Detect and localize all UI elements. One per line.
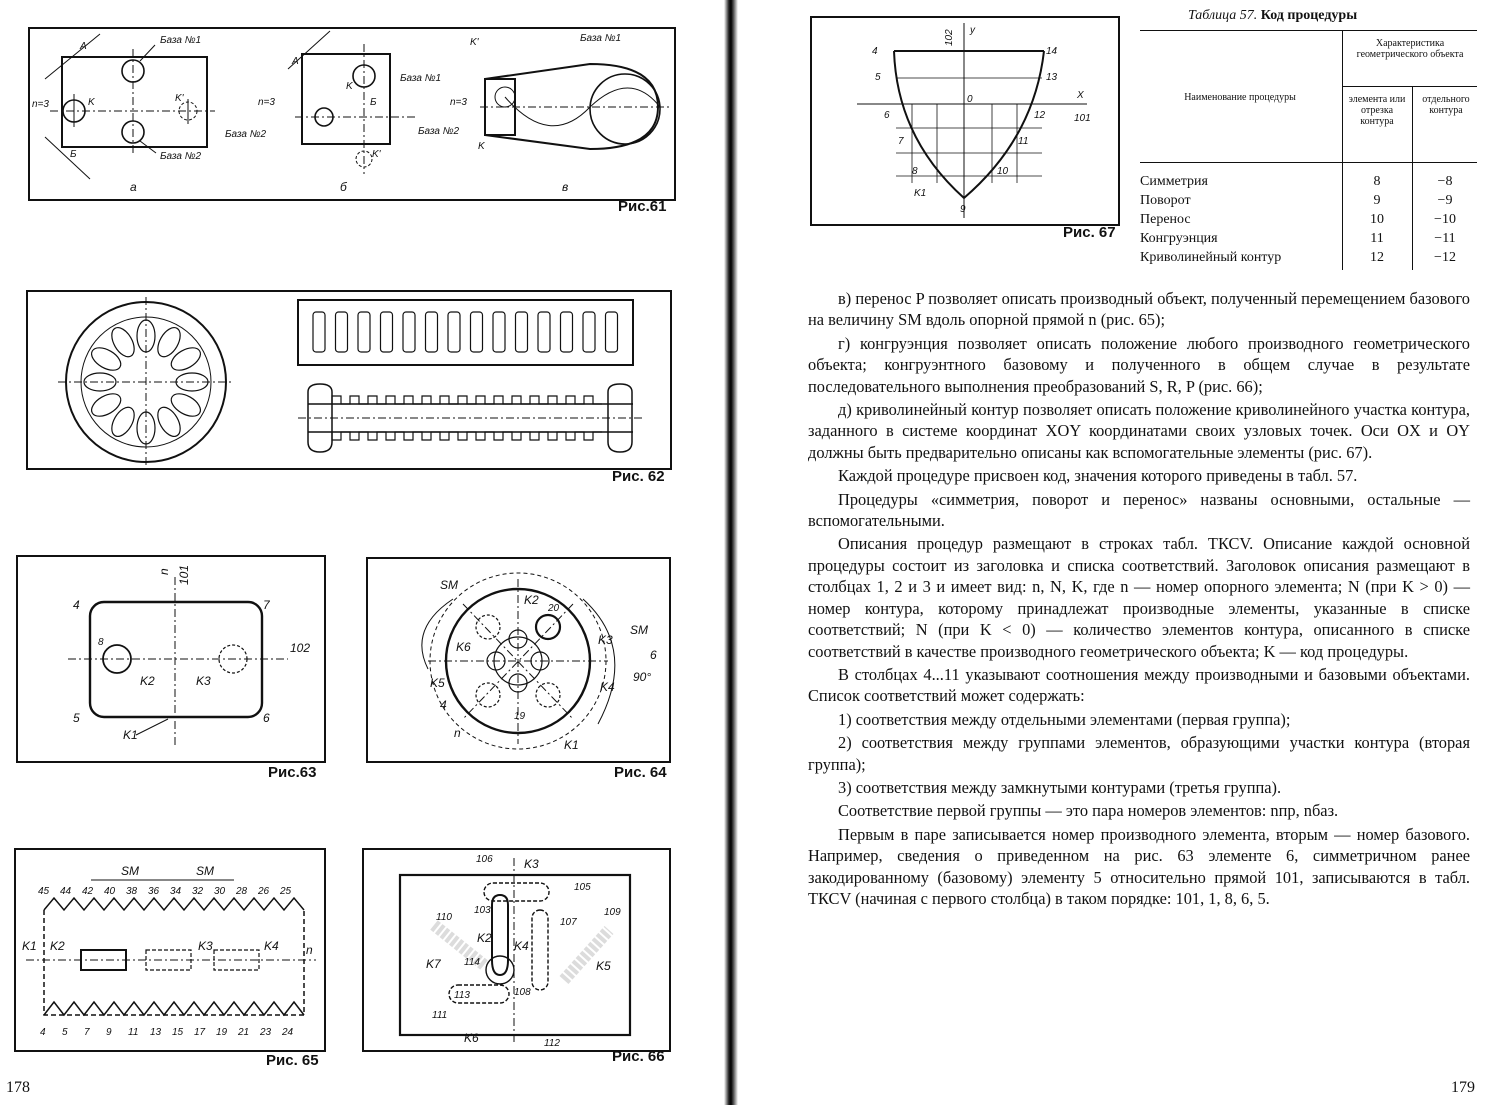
fig64-label: K6 xyxy=(456,640,471,654)
table-title-text: Код процедуры xyxy=(1260,8,1358,23)
figure-66-caption: Рис. 66 xyxy=(612,1048,665,1065)
table-cell-element-code: 11 xyxy=(1370,231,1384,246)
fig61-label: База №2 xyxy=(418,126,460,137)
fig66-label: 108 xyxy=(514,987,531,998)
table-header-col1: элемента или отрезка контура xyxy=(1348,94,1406,127)
figure-63 xyxy=(16,555,326,763)
paragraph: Процедуры «симметрия, поворот и перенос» названы основными, остальные — вспомогательными. xyxy=(808,489,1470,531)
fig63-label: 102 xyxy=(290,641,311,655)
table-row-name: Симметрия xyxy=(1140,174,1208,189)
fig61-label: K xyxy=(346,81,353,92)
fig66-label: 113 xyxy=(454,990,470,1001)
table-row-name: Перенос xyxy=(1140,212,1191,227)
fig63-label: 6 xyxy=(263,711,270,725)
fig66-label: 112 xyxy=(544,1038,560,1049)
fig63-label: 4 xyxy=(73,598,80,612)
paragraph: 2) соответствия между группами элементов, образующими участки контура (вторая группа); xyxy=(808,733,1470,774)
book-gutter xyxy=(724,0,738,1105)
figure-66-drawing xyxy=(364,850,669,1050)
figure-61-drawing xyxy=(30,29,674,199)
fig61-sub-v: в xyxy=(562,180,569,194)
figure-64-drawing xyxy=(368,559,669,761)
fig66-label: 110 xyxy=(436,912,452,923)
right-page xyxy=(738,0,1487,1105)
figure-61 xyxy=(28,27,676,201)
fig64-label: 20 xyxy=(548,603,560,614)
fig67-label: 9 xyxy=(960,204,966,215)
page-number-left: 178 xyxy=(6,1079,30,1096)
fig65-label: K2 xyxy=(50,939,65,953)
left-page xyxy=(0,0,724,1105)
fig66-label: 114 xyxy=(464,957,480,968)
fig66-label: 103 xyxy=(474,905,491,916)
fig67-label: K1 xyxy=(914,188,927,199)
fig65-label: 38 xyxy=(126,886,138,897)
fig67-label: 12 xyxy=(1034,110,1046,121)
fig63-label: 5 xyxy=(73,711,80,725)
fig67-label: 0 xyxy=(967,94,973,105)
paragraph: Первым в паре записывается номер производного элемента, вторым — номер базового. Например, сведения о приведенном на рис. 63 элементе 6, симметричном ранее закодированному (базовому) элементу 5 относительно прямой 101, записываются в табл. ТКСV (начиная с первого столбца) в таком порядке: 101, 1, 8, 6, 5. xyxy=(808,824,1470,908)
figure-64 xyxy=(366,557,671,763)
table-cell-contour-code: −10 xyxy=(1434,212,1456,227)
table-cell-contour-code: −8 xyxy=(1437,174,1453,189)
table-row-name: Конгруэнция xyxy=(1140,231,1218,246)
fig65-label: 26 xyxy=(258,886,270,897)
fig61-label: K xyxy=(478,141,485,152)
fig66-label: 105 xyxy=(574,882,591,893)
figure-63-caption: Рис.63 xyxy=(268,764,317,781)
paragraph: Описания процедур размещают в строках табл. ТКСV. Описание каждой основной процедуры состоит из заголовка и списка соответствий. Заголовок описания размещают в столбцах 1, 2 и 3 и имеет вид: n, N, K, где n — номер опорного элемента; N (при K > 0) — номер контура, которому принадлежат производные элементы, указанные в списке соответствий; N (при K < 0) — количество элементов контура, описанного в списке соответствий в качестве производного геометрического объекта; K — код процедуры. xyxy=(808,534,1470,661)
fig65-label: 17 xyxy=(194,1027,206,1038)
paragraph: Каждой процедуре присвоен код, значения которого приведены в табл. 57. xyxy=(838,466,1358,486)
paragraph: г) конгруэнция позволяет описать положение любого производного геометрического объекта; конгруэнтного базовому и полученного в общем случае в результате последовательного выполнения преобразований S, R, P (рис. 66); xyxy=(808,333,1470,396)
fig67-label: 10 xyxy=(997,166,1009,177)
fig66-label: K4 xyxy=(514,939,529,953)
fig64-label: 19 xyxy=(514,711,526,722)
paragraph: 1) соответствия между отдельными элементами (первая группа); xyxy=(838,709,1291,729)
fig65-label: 32 xyxy=(192,886,204,897)
fig61-label: Б xyxy=(70,149,77,160)
fig61-label: База №2 xyxy=(225,129,267,140)
fig65-label: 9 xyxy=(106,1027,112,1038)
fig65-label: 13 xyxy=(150,1027,162,1038)
fig66-label: K5 xyxy=(596,959,611,973)
fig64-label: n xyxy=(454,726,461,740)
table-title-number: Таблица 57. xyxy=(1188,8,1258,23)
table-header-group: Характеристика геометрического объекта xyxy=(1356,38,1464,60)
paragraph: 3) соответствия между замкнутыми контурами (третья группа). xyxy=(838,777,1282,797)
fig64-label: K1 xyxy=(564,738,579,752)
fig64-label: 6 xyxy=(650,648,657,662)
fig65-label: 30 xyxy=(214,886,226,897)
figure-62-caption: Рис. 62 xyxy=(612,468,665,485)
fig64-label: K3 xyxy=(598,633,613,647)
fig64-label: SM xyxy=(440,578,458,592)
fig65-label: K3 xyxy=(198,939,213,953)
fig63-label: K2 xyxy=(140,674,155,688)
fig66-label: 106 xyxy=(476,854,493,865)
table-cell-element-code: 8 xyxy=(1373,174,1381,189)
table-header-col2: отдельного контура xyxy=(1422,94,1470,116)
fig63-label: 101 xyxy=(177,564,191,585)
fig67-label: 101 xyxy=(1074,113,1091,124)
fig61-sub-b: б xyxy=(340,180,347,194)
fig61-label: A xyxy=(80,41,87,52)
fig67-label: 6 xyxy=(884,110,890,121)
fig61-label: Б xyxy=(370,97,377,108)
fig65-label: SM xyxy=(121,864,139,878)
fig65-label: n xyxy=(306,943,313,957)
fig66-label: K2 xyxy=(477,931,492,945)
table-57 xyxy=(1140,28,1477,272)
figure-65-caption: Рис. 65 xyxy=(266,1052,319,1069)
fig66-label: 109 xyxy=(604,907,621,918)
fig61-label: K' xyxy=(175,93,184,104)
table-cell-contour-code: −12 xyxy=(1434,250,1456,265)
figure-67 xyxy=(810,16,1120,226)
fig65-label: 21 xyxy=(238,1027,250,1038)
fig61-label: База №1 xyxy=(160,35,202,46)
fig61-label: База №1 xyxy=(400,73,442,84)
table-cell-contour-code: −9 xyxy=(1437,193,1453,208)
table-row-name: Поворот xyxy=(1140,193,1191,208)
figure-64-caption: Рис. 64 xyxy=(614,764,667,781)
paragraph: д) криволинейный контур позволяет описать положение криволинейного участка контура, заданного в системе координат XOY координатами своих узловых точек. Оси OX и OY должны быть предварительно описаны как вспомогательные элементы (рис. 67). xyxy=(808,400,1470,462)
fig67-label: y xyxy=(970,25,975,36)
fig65-label: 40 xyxy=(104,886,116,897)
fig67-label: 11 xyxy=(1018,136,1029,147)
fig63-label: K3 xyxy=(196,674,211,688)
table-cell-element-code: 10 xyxy=(1370,212,1384,227)
fig67-label: 13 xyxy=(1046,72,1058,83)
paragraph: Соответствие первой группы — это пара номеров элементов: nпр, nбаз. xyxy=(838,801,1339,821)
fig64-label: SM xyxy=(630,623,648,637)
fig64-label: K5 xyxy=(430,676,445,690)
fig65-label: 28 xyxy=(236,886,248,897)
fig65-label: K1 xyxy=(22,939,37,953)
fig65-label: 15 xyxy=(172,1027,184,1038)
fig64-label: K4 xyxy=(600,680,615,694)
table-cell-element-code: 9 xyxy=(1373,193,1381,208)
fig67-label: 5 xyxy=(875,72,881,83)
fig65-label: 4 xyxy=(40,1027,46,1038)
figure-61-caption: Рис.61 xyxy=(618,198,667,215)
figure-62-drawing xyxy=(28,292,670,468)
figure-65 xyxy=(14,848,326,1052)
fig65-label: 24 xyxy=(282,1027,294,1038)
fig67-label: 14 xyxy=(1046,46,1058,57)
fig66-label: K7 xyxy=(426,957,441,971)
figure-67-caption: Рис. 67 xyxy=(1063,224,1116,241)
fig64-label: K2 xyxy=(524,593,539,607)
fig65-label: 11 xyxy=(128,1027,139,1038)
body-text xyxy=(808,288,1470,911)
figure-63-drawing xyxy=(18,557,324,761)
fig61-label: База №1 xyxy=(580,33,622,44)
fig65-label: K4 xyxy=(264,939,279,953)
fig66-label: K3 xyxy=(524,857,539,871)
fig64-label: 4 xyxy=(440,698,447,712)
fig61-label: A xyxy=(292,56,299,67)
fig65-label: 44 xyxy=(60,886,72,897)
fig65-label: 25 xyxy=(280,886,292,897)
table-row-name: Криволинейный контур xyxy=(1140,250,1282,265)
fig67-label: 7 xyxy=(898,136,904,147)
fig65-label: 23 xyxy=(260,1027,272,1038)
fig67-label: 102 xyxy=(944,29,955,46)
fig61-label: K' xyxy=(372,149,381,160)
fig67-label: X xyxy=(1077,90,1084,101)
table-cell-contour-code: −11 xyxy=(1434,231,1456,246)
fig67-label: 8 xyxy=(912,166,918,177)
figure-65-drawing xyxy=(16,850,324,1050)
fig65-label: 7 xyxy=(84,1027,90,1038)
fig61-sub-a: а xyxy=(130,180,137,194)
fig61-label: K' xyxy=(470,37,479,48)
fig63-label: 8 xyxy=(98,637,104,648)
page-number-right: 179 xyxy=(1451,1079,1475,1096)
fig65-label: 5 xyxy=(62,1027,68,1038)
fig61-label: n=3 xyxy=(32,99,49,110)
paragraph: в) перенос P позволяет описать производный объект, полученный перемещением базового на величину SM вдоль опорной прямой n (рис. 65); xyxy=(808,289,1470,330)
paragraph: В столбцах 4...11 указывают соотношения между производными и базовыми объектами. Список соответствий может содержать: xyxy=(808,664,1470,706)
fig65-label: 34 xyxy=(170,886,182,897)
fig65-label: 36 xyxy=(148,886,160,897)
figure-62 xyxy=(26,290,672,470)
fig63-label: K1 xyxy=(123,728,138,742)
figure-66 xyxy=(362,848,671,1052)
fig65-label: 42 xyxy=(82,886,94,897)
fig65-label: 19 xyxy=(216,1027,228,1038)
fig63-label: n xyxy=(157,568,171,575)
fig61-label: База №2 xyxy=(160,151,202,162)
fig61-label: n=3 xyxy=(258,97,275,108)
fig61-label: K xyxy=(88,97,95,108)
table-cell-element-code: 12 xyxy=(1370,250,1384,265)
fig66-label: 107 xyxy=(560,917,577,928)
table-header-name: Наименование процедуры xyxy=(1184,92,1296,103)
figure-67-drawing xyxy=(812,18,1118,224)
fig65-label: 45 xyxy=(38,886,50,897)
fig67-label: 4 xyxy=(872,46,878,57)
fig61-label: n=3 xyxy=(450,97,467,108)
fig66-label: 111 xyxy=(432,1010,448,1021)
fig66-label: K6 xyxy=(464,1031,479,1045)
fig64-label: 90° xyxy=(633,670,652,684)
table-title xyxy=(1188,8,1357,24)
fig63-label: 7 xyxy=(263,598,270,612)
fig65-label: SM xyxy=(196,864,214,878)
